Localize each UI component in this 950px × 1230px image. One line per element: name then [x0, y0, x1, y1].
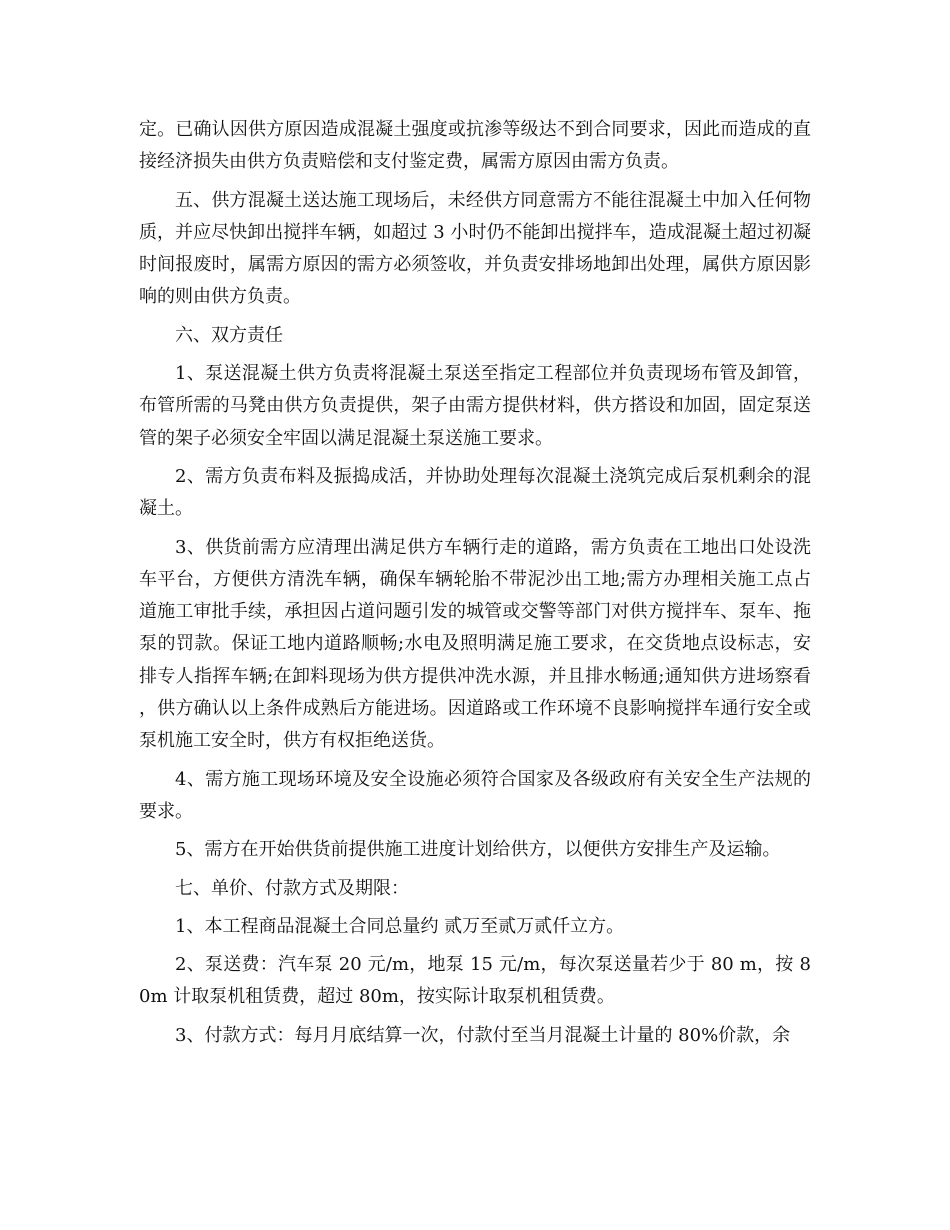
paragraph-6-4: 4、需方施工现场环境及安全设施必须符合国家及各级政府有关安全生产法规的要求。: [139, 768, 811, 822]
paragraph-6-2: 2、需方负责布料及振捣成活，并协助处理每次混凝土浇筑完成后泵机剩余的混凝土。: [139, 465, 811, 520]
paragraph-6-3: 3、供货前需方应清理出满足供方车辆行走的道路，需方负责在工地出口处设洗车平台，方便供方清洗车辆，确保车辆轮胎不带泥沙出工地;需方办理相关施工点占道施工审批手续，承担因占道问题引发的城管或交警等部门对供方搅拌车、泵车、拖泵的罚款。保证工地内道路顺畅;水电及照明满足施工要求，在交货地点设标志，安排专人指挥车辆;在卸料现场为供方提供冲洗水源，并且排水畅通;通知供方进场察看，供方确认以上条件成熟后方能进场。因道路或工作环境不良影响搅拌车通行安全或泵机施工安全时，供方有权拒绝送货。: [139, 536, 811, 752]
section-heading-7: 七、单价、付款方式及期限：: [175, 877, 409, 899]
paragraph-continuation: 定。已确认因供方原因造成混凝土强度或抗渗等级达不到合同要求，因此而造成的直接经济损失由供方负责赔偿和支付鉴定费，属需方原因由需方负责。: [139, 119, 811, 173]
paragraph-clause-5: 五、供方混凝土送达施工现场后，未经供方同意需方不能往混凝土中加入任何物质，并应尽快卸出搅拌车辆，如超过 3 小时仍不能卸出搅拌车，造成混凝土超过初凝时间报废时，属需方原因的需方必须签收，并负责安排场地卸出处理，属供方原因影响的则由供方负责。: [139, 189, 811, 308]
document-body: [139, 114, 811, 1058]
paragraph-7-3: 3、付款方式：每月月底结算一次，付款付至当月混凝土计量的 80%价款，余: [175, 1024, 791, 1046]
paragraph-7-2: 2、泵送费：汽车泵 20 元/m，地泵 15 元/m，每次泵送量若少于 80 m，按 80m 计取泵机租赁费，超过 80m，按实际计取泵机租赁费。: [139, 954, 811, 1008]
paragraph-6-1: 1、泵送混凝土供方负责将混凝土泵送至指定工程部位并负责现场布管及卸管，布管所需的马凳由供方负责提供，架子由需方提供材料，供方搭设和加固，固定泵送管的架子必须安全牢固以满足混凝土泵送施工要求。: [139, 363, 811, 449]
paragraph-7-1: 1、本工程商品混凝土合同总量约 贰万至贰万贰仟立方。: [175, 915, 625, 937]
paragraph-6-5: 5、需方在开始供货前提供施工进度计划给供方，以便供方安排生产及运输。: [175, 839, 781, 861]
section-heading-6: 六、双方责任: [175, 324, 283, 346]
